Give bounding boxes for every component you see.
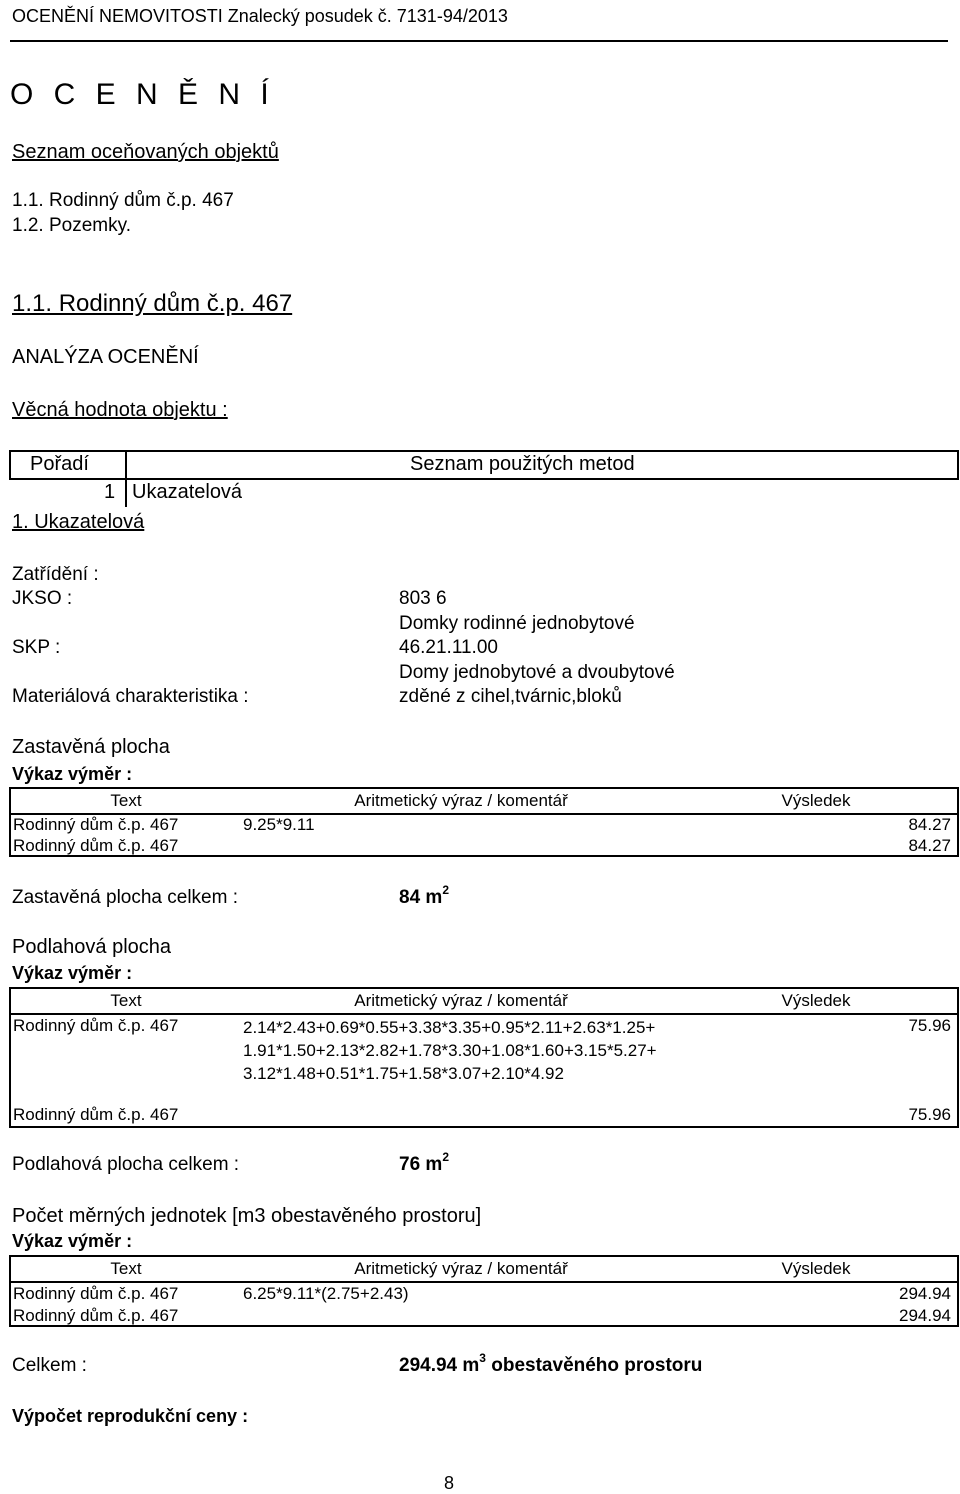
- floor-area-heading: Podlahová plocha: [12, 936, 172, 958]
- floor-area-total-value: 76 $m^2$: [399, 1150, 449, 1175]
- row-text: Rodinný dům č.p. 467: [13, 1284, 179, 1303]
- row-result: 84.27: [908, 815, 951, 834]
- table-header-row: [11, 989, 957, 1015]
- skp-code: 46.21.11.00: [399, 637, 498, 658]
- col-result: Výsledek: [781, 991, 851, 1010]
- methods-row-number: 1: [104, 481, 116, 503]
- row-expression: 9.25*9.11: [243, 815, 315, 834]
- row-result: 75.96: [908, 1105, 951, 1124]
- page-title: O C E N Ě N Í: [10, 78, 275, 111]
- row-text: Rodinný dům č.p. 467: [13, 815, 179, 834]
- row-result: 84.27: [908, 836, 951, 855]
- floor-area-subheading: Výkaz výměr :: [12, 963, 133, 983]
- floor-area-total-label: Podlahová plocha celkem :: [12, 1154, 240, 1175]
- volume-table: [9, 1255, 959, 1327]
- row-text: Rodinný dům č.p. 467: [13, 1306, 179, 1325]
- volume-total-value: 294.94 $m^3$ obestavěného prostoru: [399, 1351, 703, 1376]
- jkso-code: 803 6: [399, 588, 447, 609]
- skp-description: Domy jednobytové a dvoubytové: [399, 662, 675, 683]
- volume-subheading: Výkaz výměr :: [12, 1231, 133, 1251]
- reproduction-heading: Výpočet reprodukční ceny :: [12, 1406, 249, 1426]
- volume-total-label: Celkem :: [12, 1355, 87, 1376]
- row-text: Rodinný dům č.p. 467: [13, 836, 179, 855]
- col-expression: Aritmetický výraz / komentář: [354, 991, 568, 1010]
- row-text: Rodinný dům č.p. 467: [13, 1016, 179, 1035]
- material-label: Materiálová charakteristika :: [12, 686, 249, 707]
- row-result: 294.94: [899, 1284, 951, 1303]
- table-header-row: [11, 1257, 957, 1283]
- built-area-subheading: Výkaz výměr :: [12, 764, 133, 784]
- value-heading: Věcná hodnota objektu :: [12, 399, 228, 421]
- material-value: zděné z cihel,tvárnic,bloků: [399, 686, 622, 707]
- object-list-item: 1.1. Rodinný dům č.p. 467: [12, 190, 234, 211]
- col-expression: Aritmetický výraz / komentář: [354, 1259, 568, 1278]
- methods-col-list: Seznam použitých metod: [410, 453, 635, 475]
- col-text: Text: [110, 791, 142, 810]
- col-result: Výsledek: [781, 1259, 851, 1278]
- table-header-row: [11, 789, 957, 815]
- classification-label: Zatřídění :: [12, 564, 99, 585]
- volume-heading: Počet měrných jednotek [m3 obestavěného prostoru]: [12, 1205, 482, 1227]
- row-result: 75.96: [908, 1016, 951, 1035]
- built-area-total-value: 84 $m^2$: [399, 883, 449, 908]
- row-text: Rodinný dům č.p. 467: [13, 1105, 179, 1124]
- jkso-label: JKSO :: [12, 588, 73, 609]
- object-heading: 1.1. Rodinný dům č.p. 467: [12, 290, 293, 317]
- object-list-heading: Seznam oceňovaných objektů: [12, 141, 279, 163]
- jkso-description: Domky rodinné jednobytové: [399, 613, 635, 634]
- floor-area-table: [9, 987, 959, 1128]
- analysis-heading: ANALÝZA OCENĚNÍ: [12, 346, 199, 368]
- col-text: Text: [110, 1259, 142, 1278]
- document-header: OCENĚNÍ NEMOVITOSTI Znalecký posudek č. 7131-94/2013: [12, 6, 508, 26]
- built-area-total-label: Zastavěná plocha celkem :: [12, 887, 239, 908]
- built-area-table: [9, 787, 959, 857]
- header-rule: [10, 40, 948, 42]
- built-area-heading: Zastavěná plocha: [12, 736, 170, 758]
- methods-col-order: Pořadí: [30, 453, 89, 475]
- row-expression: 2.14*2.43+0.69*0.55+3.38*3.35+0.95*2.11+2.63*1.25+1.91*1.50+2.13*2.82+1.78*3.30+1.08*1.60+3.15*5.27+3.12*1.48+0.51*1.75+1.58*3.07+2.10*4.92: [243, 1018, 657, 1083]
- skp-label: SKP :: [12, 637, 61, 658]
- col-text: Text: [110, 991, 142, 1010]
- page-number: 8: [444, 1473, 455, 1493]
- col-expression: Aritmetický výraz / komentář: [354, 791, 568, 810]
- methods-row-method: Ukazatelová: [132, 481, 243, 503]
- object-list-item: 1.2. Pozemky.: [12, 215, 131, 236]
- method-heading: 1. Ukazatelová: [12, 511, 145, 533]
- methods-table-divider: [125, 450, 127, 507]
- col-result: Výsledek: [781, 791, 851, 810]
- row-result: 294.94: [899, 1306, 951, 1325]
- row-expression: 6.25*9.11*(2.75+2.43): [243, 1284, 409, 1303]
